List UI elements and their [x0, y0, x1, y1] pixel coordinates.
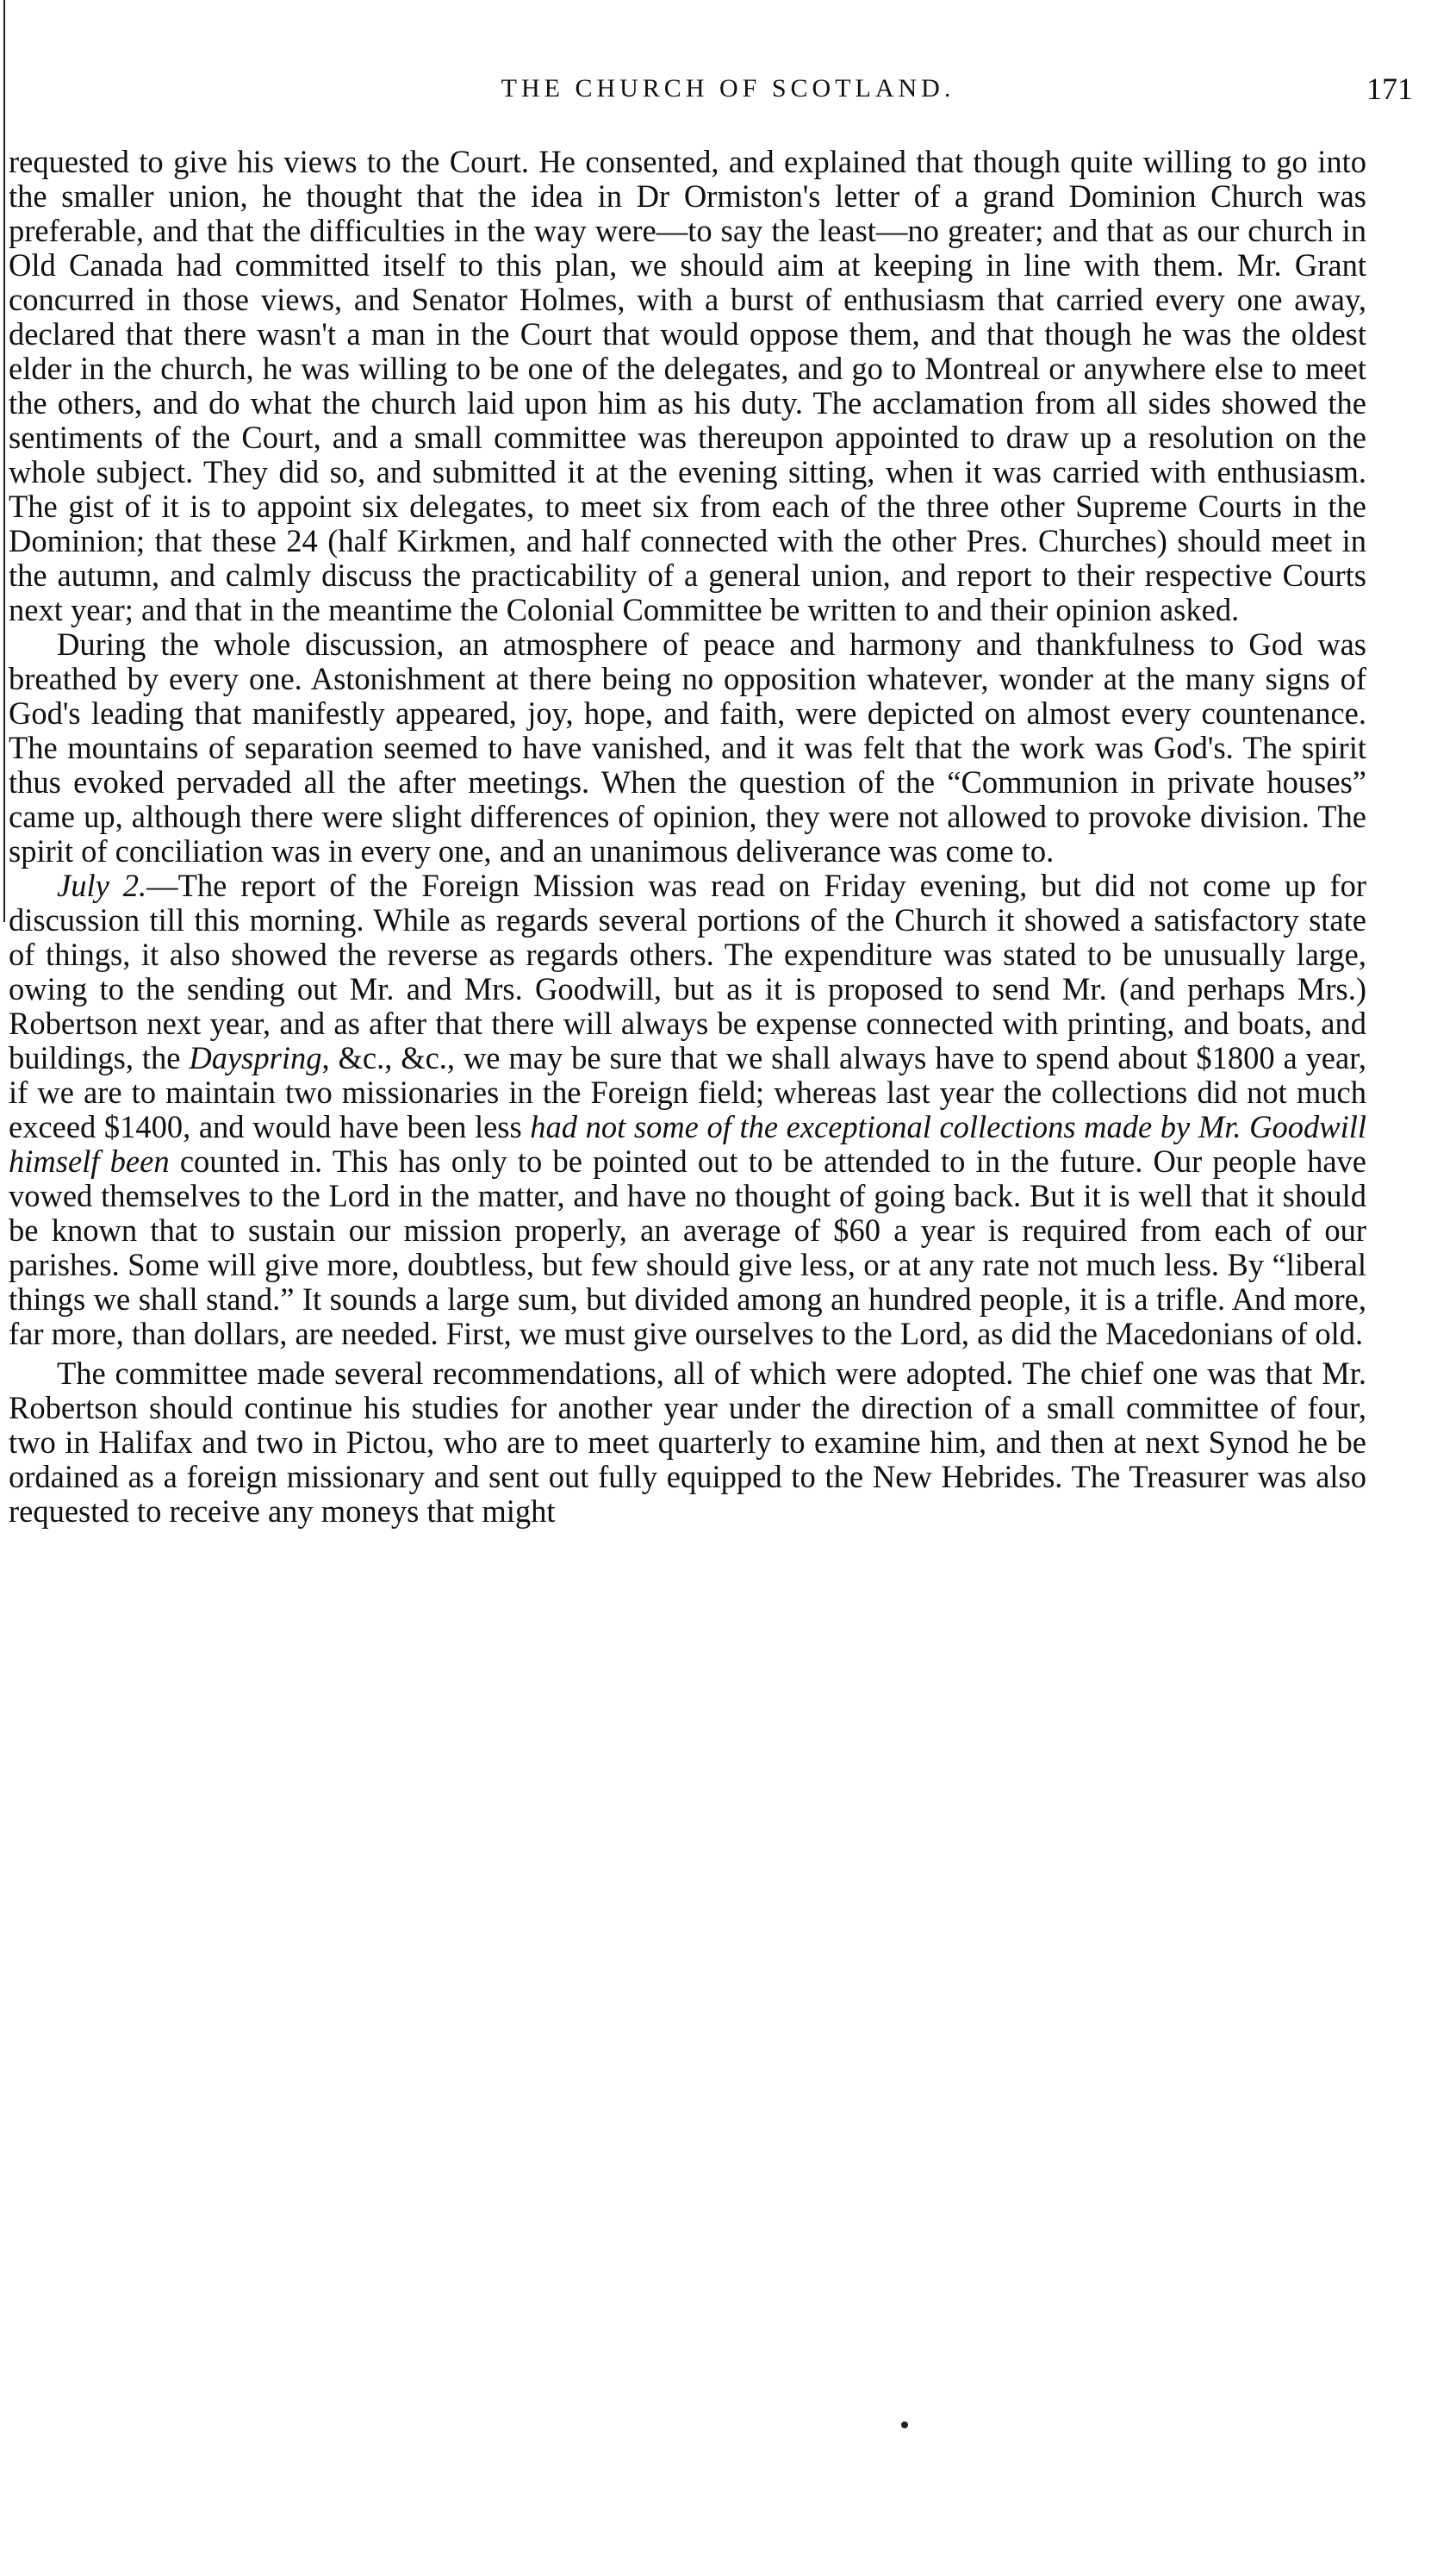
page-number: 171 [1366, 72, 1413, 106]
paragraph-1: requested to give his views to the Court. He consented, and explained that though quite willing to go into the smaller union, he thought that the idea in Dr Ormiston's letter of a grand Dominion Church was preferable, and that the difficulties in the way were—to say the least—no greater; and that as our church in Old Canada had committed itself to this plan, we should aim at keeping in line with them. Mr. Grant concurred in those views, and Senator Holmes, with a burst of enthusiasm that carried every one away, declared that there wasn't a man in the Court that would oppose them, and that though he was the oldest elder in the church, he was willing to be one of the delegates, and go to Montreal or anywhere else to meet the others, and do what the church laid upon him as his duty. The acclamation from all sides showed the sentiments of the Court, and a small committee was thereupon appointed to draw up a resolution on the whole subject. They did so, and submitted it at the evening sitting, when it was carried with enthusiasm. The gist of it is to appoint six delegates, to meet six from each of the three other Supreme Courts in the Dominion; that these 24 (half Kirkmen, and half connected with the other Pres. Churches) should meet in the autumn, and calmly discuss the practicability of a general union, and report to their respective Courts next year; and that in the meantime the Colonial Committee be written to and their opinion asked. [9, 144, 1366, 627]
running-title: THE CHURCH OF SCOTLAND. [501, 74, 955, 103]
page-header [0, 74, 1456, 115]
paragraph-3-text-a: —The report of the Foreign Mission was read on Friday evening, but did not come up for discussion till this morning. While as regards several portions of the Church it showed a satisfactory state of things, it also showed the reverse as regards others. The expenditure was stated to be unusually large, owing to the sending out Mr. and Mrs. Goodwill, but as it is proposed to send Mr. (and perhaps Mrs.) Robertson next year, and as after that there will always be expense connected with printing, and boats, and buildings, the [9, 868, 1366, 1075]
paragraph-3-date: July 2. [57, 868, 147, 903]
paragraph-2: During the whole discussion, an atmosphere of peace and harmony and thankfulness to God was breathed by every one. Astonishment at there being no opposition whatever, wonder at the many signs of God's leading that manifestly appeared, joy, hope, and faith, were depicted on almost every countenance. The mountains of separation seemed to have vanished, and it was felt that the work was God's. The spirit thus evoked pervaded all the after meetings. When the question of the “Communion in private houses” came up, although there were slight differences of opinion, they were not allowed to provoke division. The spirit of conciliation was in every one, and an unanimous deliverance was come to. [9, 626, 1366, 869]
paragraph-3 [9, 869, 1366, 1351]
left-margin-rule [3, 0, 5, 922]
ship-name: Dayspring [189, 1040, 322, 1075]
paragraph-4: The committee made several recommendations, all of which were adopted. The chief one was that Mr. Robertson should continue his studies for another year under the direction of a small committee of four, two in Halifax and two in Pictou, who are to meet quarterly to examine him, and then at next Synod he be ordained as a foreign missionary and sent out fully equipped to the New Hebrides. The Treasurer was also requested to receive any moneys that might [9, 1356, 1366, 1529]
article-body [9, 145, 1366, 1529]
paragraph-3-italic: had not some of the exceptional collections made by Mr. Goodwill himself been [9, 1109, 1366, 1179]
print-speck [901, 2421, 908, 2428]
paragraph-3-text-b: , &c., &c., we may be sure that we shall always have to spend about $1800 a year, if we are to maintain two missionaries in the Foreign field; whereas last year the collections did not much exceed $1400, and would have been less [9, 1040, 1367, 1144]
paragraph-3-text-c: counted in. This has only to be pointed out to be attended to in the future. Our people have vowed themselves to the Lord in the matter, and have no thought of going back. But it is well that it should be known that to sustain our mission properly, an average of $60 a year is required from each of our parishes. Some will give more, doubtless, but few should give less, or at any rate not much less. By “liberal things we shall stand.” It sounds a large sum, but divided among an hundred people, it is a trifle. And more, far more, than dollars, are needed. First, we must give ourselves to the Lord, as did the Macedonians of old. [9, 1144, 1366, 1351]
